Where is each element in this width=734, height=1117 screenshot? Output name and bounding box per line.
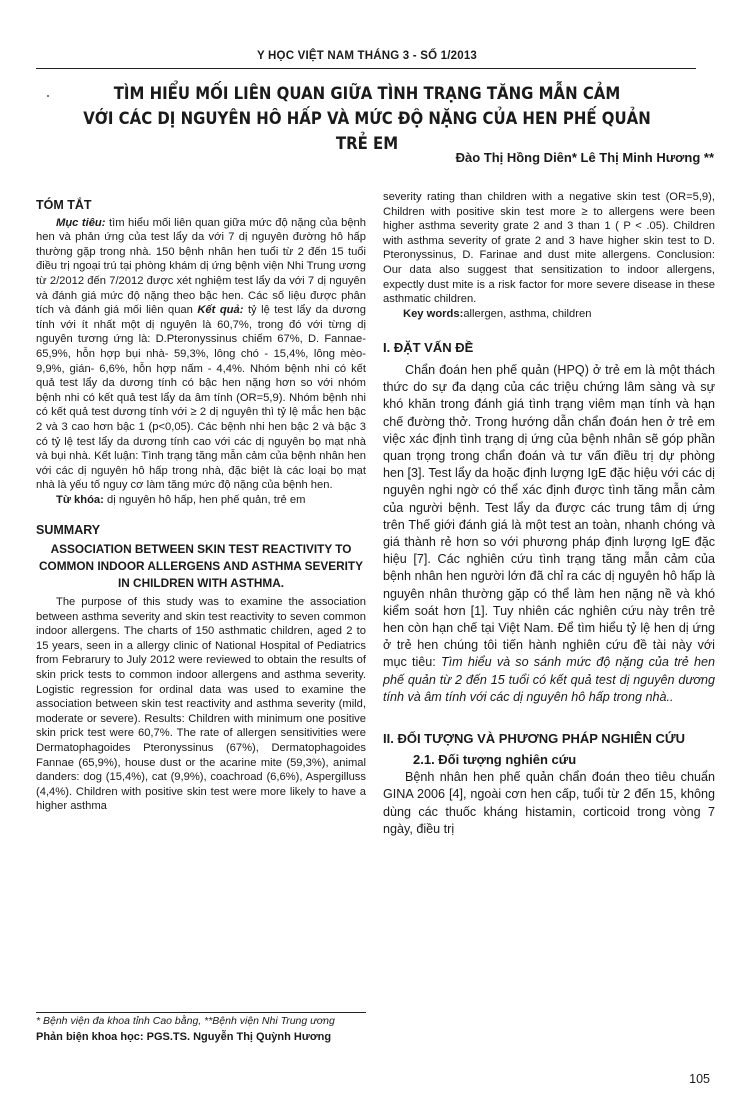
reviewer-note: Phản biện khoa học: PGS.TS. Nguyễn Thị Quỳnh Hương [36, 1031, 332, 1043]
summary-body-left: The purpose of this study was to examine the association between asthma severity and skin test reactivity to seven common indoor allergens. The charts of 150 asthmatic children, aged 2 to 15 years, seen in a allergy clinic of National Hospital of Pediatrics from Febrarury to July 2012 were reviewed to obtain the results of skin prick tests to common indoor allergens and asthma severity. Logistic regression for ordinal data was used to examine the association between skin test reactivity and asthma severity (mild, moderate or severe). Results: Children with minimum one positive skin prick test were 60,7%. The rate of allergen sensitivities were Dermatophagoides Pteronyssinus (67%), Dermatophagoides Fannae (65,9%), house dust or the acarine mite (59,3%), animal danders: dog (15,4%), cat (9,9%), coachroad (6,6%), Aspergilluss (4,4%). Children with positive skin test were more likely to have a higher asthma [36, 596, 366, 813]
authors: Đào Thị Hồng Diên* Lê Thị Minh Hương ** [455, 150, 714, 165]
keywords-label: Từ khóa: [56, 493, 104, 506]
article-title [70, 82, 663, 157]
summary-keywords-text: allergen, asthma, children [463, 307, 592, 320]
abstract-keywords [36, 493, 366, 508]
summary-heading: SUMMARY [36, 523, 101, 538]
affiliations-footnote: * Bệnh viện đa khoa tỉnh Cao bằng, **Bệnh viện Nhi Trung ương [36, 1015, 335, 1027]
result-label: Kết quả: [197, 304, 244, 317]
section1-body-wrap [383, 362, 715, 706]
left-column [36, 198, 366, 814]
right-column [383, 190, 715, 838]
abstract-heading: TÓM TẮT [36, 198, 92, 212]
section1-body [383, 362, 715, 706]
speck [47, 95, 49, 97]
journal-header: Y HỌC VIỆT NAM THÁNG 3 - SỐ 1/2013 [256, 50, 478, 62]
section2-heading: II. ĐỐI TƯỢNG VÀ PHƯƠNG PHÁP NGHIÊN CỨU [383, 731, 686, 746]
summary-title: ASSOCIATION BETWEEN SKIN TEST REACTIVITY TO COMMON INDOOR ALLERGENS AND ASTHMA SEVERITY IN CHILDREN WITH ASTHMA. [39, 542, 363, 591]
section2-body-wrap [383, 769, 715, 838]
aim-label: Mục tiêu: [56, 216, 106, 229]
section1-heading: I. ĐẶT VẤN ĐỀ [383, 340, 474, 356]
section2-body: Bệnh nhân hen phế quản chẩn đoán theo tiêu chuẩn GINA 2006 [4], ngoài cơn hen cấp, tuổi từ 2 đến 15, không dùng các thuốc kháng histamin, corticoid trong vòng 7 ngày, điều trị [383, 770, 715, 836]
section1-aim: Tìm hiểu và so sánh mức độ nặng của trẻ hen phế quản từ 2 đến 15 tuổi có kết quả test dị nguyên dương tính và âm tính với các dị nguyên hô hấp trong nhà.. [383, 655, 716, 704]
aim-text: tìm hiểu mối liên quan giữa mức độ nặng của bệnh hen và phản ứng của test lẩy da với 7 dị nguyên đường hô hấp thường gặp trong nhà. 150 bệnh nhân hen tuổi từ 2 đến 15 tuổi điều trị ngoại trú tại phòng khám dị ứng bệnh viện Nhi Trung ương từ 2/2012 đến 7/2012 được xét nghiệm test lẩy da với 7 dị nguyên và đánh giá mức độ nặng theo bậc hen. Các số liệu được phân tích và đánh giá mối liên quan [36, 216, 366, 317]
title-line-1: TÌM HIỂU MỐI LIÊN QUAN GIỮA TÌNH TRẠNG TĂNG MẪN CẢM [113, 84, 621, 104]
header-rule [36, 68, 696, 69]
summary-body-right: severity rating than children with a negative skin test (OR=5,9), Children with positive skin test more ≥ to allergens were been higher asthma severity grate 2 and 3 than 1 ( P < .05). Children with asthma severity of grate 2 and 3 have higher skin test to D. Pteronyssinus, D. Farinae and dust mite allergens. Conclusion: Our data also suggest that sensitization to indoor allergens, expectly dust mite is a risk factor for more severe disease in these asthmatic children. [383, 191, 715, 306]
summary-keywords [383, 307, 715, 322]
page-number: 105 [689, 1072, 710, 1086]
summary-keywords-label: Key words: [403, 307, 464, 320]
footnote-rule [36, 1012, 366, 1013]
result-text: tỷ lệ test lẩy da dương tính với ít nhất một dị nguyên là 60,7%, trong đó với từng dị nguyên tương ứng là: D.Pteronyssinus chiếm 67%, D. Fannae- 65,9%, hỗn hợp bụi nhà- 59,3%, lông chó - 15,4%, lông mèo- 9,9%, gián- 6,6%, hỗn hợp nấm - 4,4%. Nhóm bệnh nhi có kết quả test lẩy da dương tính có bậc hen nặng hơn so với nhóm bệnh nhi có kết quả test lẩy da âm tính (OR=5,9). Nhóm bệnh nhi có kết quả test dương tính với ≥ 2 dị nguyên thì tỷ lệ mắc hen bậc 2 và 3 cao hơn bậc 1 (p<0,05). Các bệnh nhi hen bậc 2 và bậc 3 có tỷ lệ test lẩy da dương tính cao với các dị nguyên bọ mạt nhà và bụi nhà. Kết luận: Tình trạng tăng mẫn cảm của bệnh nhân hen với các dị nguyên hô hấp trong nhà, đặc biệt là các loại bọ mạt nhà là yếu tố nguy cơ làm tăng mức độ nặng của bệnh hen. [36, 304, 367, 492]
keywords-text: dị nguyên hô hấp, hen phế quản, trẻ em [103, 493, 306, 506]
section2-subheading: 2.1. Đối tượng nghiên cứu [413, 751, 577, 767]
title-line-2: VỚI CÁC DỊ NGUYÊN HÔ HẤP VÀ MỨC ĐỘ NẶNG CỦA HEN PHẾ QUẢN TRẺ EM [83, 109, 651, 154]
abstract-body [36, 216, 366, 493]
section1-text: Chẩn đoán hen phế quản (HPQ) ở trẻ em là một thách thức do sự đa dạng của các triệu chứng lâm sàng và sự khó khăn trong đánh giá tình trạng viêm mạn tính và hạn chế đường thở. Trong hướng dẫn chẩn đoán hen ở trẻ em việc xác định tình trạng dị ứng của bệnh nhân sẽ góp phần quan trọng trong chẩn đoán và tư vấn điều trị dự phòng hen [3]. Test lẩy da hoặc định lượng IgE đặc hiệu với các dị nguyên nghi ngờ có thể xác định được tình tăng mẫn cảm của người bệnh. Test lẩy da được các trung tâm dị ứng trên Thế giới đánh giá là một test an toàn, nhanh chóng và giá thành rẻ hơn so với phương pháp định lượng IgE đặc hiệu [7]. Các nghiên cứu tình trạng tăng mẫn cảm của bệnh nhân hen người lớn đã chỉ ra các dị nguyên hô hấp là nguyên nhân thường gặp có thể làm hen nặng nề và khó kiểm soát hơn [1]. Tuy nhiên các nghiên cứu này trên trẻ hen còn hạn chế tại Việt Nam. Để tìm hiểu tỷ lệ hen dị ứng ở trẻ hen chúng tôi tiến hành nghiên cứu đề tài này với mục tiêu: [383, 362, 715, 670]
